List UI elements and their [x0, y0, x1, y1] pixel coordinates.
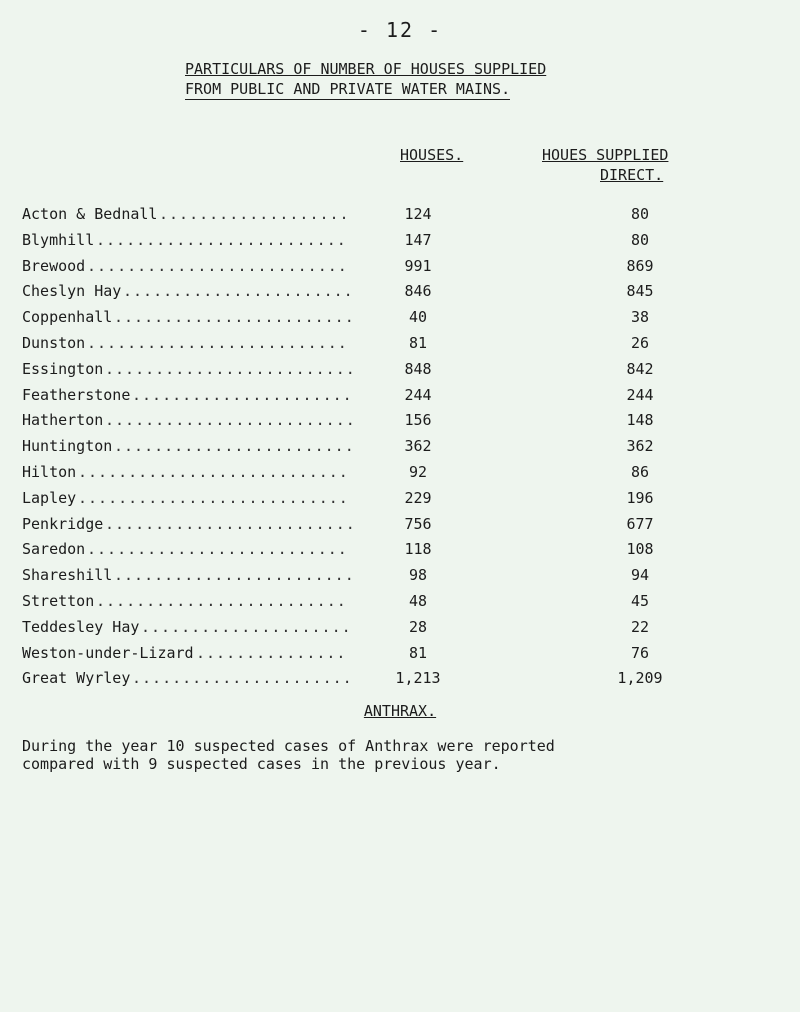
direct-supply-value: 38 [630, 308, 650, 327]
table-row [0, 386, 800, 410]
table-row [0, 566, 800, 590]
direct-supply-value: 677 [626, 514, 654, 533]
table-title-line-1: PARTICULARS OF NUMBER OF HOUSES SUPPLIED [185, 60, 547, 78]
table-row [0, 257, 800, 281]
houses-value: 156 [404, 411, 432, 430]
table-row [0, 360, 800, 384]
houses-value: 28 [408, 617, 428, 636]
place-name: Teddesley Hay [22, 617, 140, 636]
direct-supply-value: 26 [630, 334, 650, 352]
direct-supply-value: 1,209 [617, 669, 663, 688]
direct-supply-value: 108 [626, 540, 654, 559]
houses-value: 81 [408, 334, 428, 352]
table-row [0, 437, 800, 461]
direct-supply-value: 842 [626, 359, 654, 378]
houses-value: 756 [404, 514, 432, 533]
leader-dots: ...................... [132, 669, 353, 688]
table-row [0, 515, 800, 539]
place-name: Brewood [22, 256, 86, 275]
page-number: - 12 - [357, 18, 443, 42]
place-name: Penkridge [22, 514, 104, 533]
place-name: Dunston [22, 334, 86, 352]
leader-dots: ................... [159, 205, 350, 223]
direct-supply-value: 244 [626, 385, 654, 404]
leader-dots: ......................... [96, 230, 347, 249]
column-header-houses: HOUSES. [400, 146, 464, 164]
direct-supply-value: 362 [626, 437, 654, 456]
direct-supply-value: 869 [626, 256, 654, 275]
table-row [0, 644, 800, 668]
column-header-supplied-line-1: HOUES SUPPLIED [542, 146, 669, 164]
place-name: Featherstone [22, 385, 131, 404]
leader-dots: ......................... [105, 411, 356, 430]
houses-value: 98 [408, 566, 428, 585]
direct-supply-value: 86 [630, 463, 650, 481]
place-name: Hatherton [22, 411, 104, 430]
table-title-line-2: FROM PUBLIC AND PRIVATE WATER MAINS. [185, 80, 511, 98]
houses-value: 92 [408, 463, 428, 481]
leader-dots: ........................... [78, 488, 349, 507]
leader-dots: .......................... [87, 334, 348, 352]
table-row [0, 592, 800, 616]
direct-supply-value: 22 [630, 617, 650, 636]
place-name: Blymhill [22, 230, 95, 249]
leader-dots: ........................... [78, 463, 349, 481]
leader-dots: ........................ [114, 566, 355, 585]
place-name: Shareshill [22, 566, 113, 585]
leader-dots: ........................ [114, 308, 355, 327]
houses-value: 229 [404, 488, 432, 507]
leader-dots: ...................... [132, 385, 353, 404]
leader-dots: ....................... [123, 282, 354, 301]
table-row [0, 489, 800, 513]
column-header-supplied-line-2: DIRECT. [600, 166, 664, 184]
leader-dots: ..................... [141, 617, 352, 636]
direct-supply-value: 80 [630, 230, 650, 249]
direct-supply-value: 196 [626, 488, 654, 507]
section-heading: ANTHRAX. [363, 702, 437, 720]
table-row [0, 669, 800, 693]
place-name: Cheslyn Hay [22, 282, 122, 301]
table-row [0, 618, 800, 642]
leader-dots: ......................... [105, 514, 356, 533]
direct-supply-value: 76 [630, 643, 650, 662]
houses-value: 846 [404, 282, 432, 301]
table-row [0, 282, 800, 306]
leader-dots: ......................... [105, 359, 356, 378]
place-name: Weston-under-Lizard [22, 643, 194, 662]
direct-supply-value: 845 [626, 282, 654, 301]
houses-value: 40 [408, 308, 428, 327]
table-row [0, 308, 800, 332]
direct-supply-value: 94 [630, 566, 650, 585]
leader-dots: ............... [196, 643, 347, 662]
houses-value: 118 [404, 540, 432, 559]
houses-value: 848 [404, 359, 432, 378]
table-row [0, 334, 800, 358]
houses-value: 124 [404, 205, 432, 223]
place-name: Essington [22, 359, 104, 378]
place-name: Hilton [22, 463, 77, 481]
table-row [0, 411, 800, 435]
table-row [0, 231, 800, 255]
anthrax-paragraph: During the year 10 suspected cases of Anthrax were reported compared with 9 suspected cases in the previous year. [22, 737, 555, 773]
leader-dots: .......................... [87, 256, 348, 275]
place-name: Huntington [22, 437, 113, 456]
place-name: Stretton [22, 592, 95, 610]
houses-value: 362 [404, 437, 432, 456]
houses-value: 1,213 [395, 669, 441, 688]
direct-supply-value: 45 [630, 592, 650, 610]
place-name: Acton & Bednall [22, 205, 158, 223]
table-row [0, 205, 800, 229]
leader-dots: .......................... [87, 540, 348, 559]
houses-value: 81 [408, 643, 428, 662]
direct-supply-value: 148 [626, 411, 654, 430]
place-name: Great Wyrley [22, 669, 131, 688]
leader-dots: ......................... [96, 592, 347, 610]
place-name: Saredon [22, 540, 86, 559]
table-row [0, 463, 800, 487]
houses-value: 147 [404, 230, 432, 249]
houses-value: 48 [408, 592, 428, 610]
leader-dots: ........................ [114, 437, 355, 456]
place-name: Lapley [22, 488, 77, 507]
place-name: Coppenhall [22, 308, 113, 327]
table-row [0, 540, 800, 564]
houses-value: 991 [404, 256, 432, 275]
direct-supply-value: 80 [630, 205, 650, 223]
houses-value: 244 [404, 385, 432, 404]
